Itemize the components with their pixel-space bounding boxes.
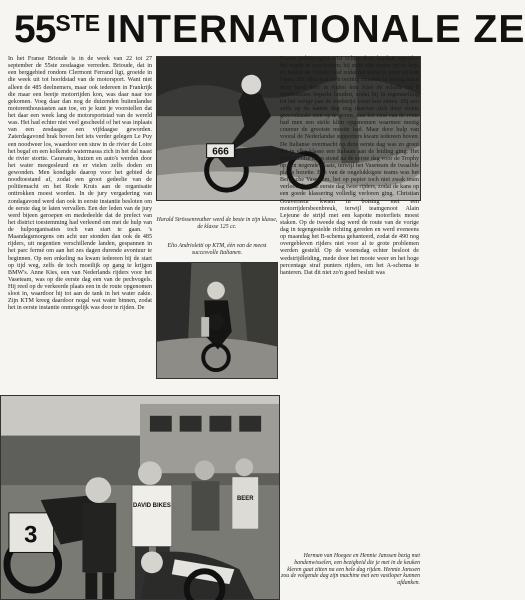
- article-column-left: [8, 56, 152, 388]
- spectator-shirt-text: BEER: [236, 495, 254, 502]
- photo-pit-scene: [0, 395, 280, 600]
- bike-number-666: 666: [212, 146, 229, 158]
- caption-photo-2: Elio Andrioletti op KTM, één van de meest succesvolle Italianen.: [167, 243, 267, 256]
- title-suffix: STE: [55, 10, 101, 36]
- caption-photo-1: Harald Strössenreuther werd de beste in zijn klasse, de klasse 125 cc.: [156, 217, 278, 230]
- title-number: 55: [14, 8, 56, 51]
- shirt-logo-text: DAVID BIKES: [132, 502, 171, 509]
- article-text-right: Franse politie-agent wist echter door kordaat optreden het ergste te voorkomen; hij zette zijn motor op de kop, en haalde de cilinder eraf zodat het water er weer uit kon lopen. Dit alles kon zo'n twintig minuten in beslag maar door hard door te rijden kon Kies de schade tot 8 strafminuten beperkt houden, zodat hij in tegenstelling tot het vorige jaar de wedstrijd voort kon zetten. Hij zou zelfs op de laatste dag nog daarvan zich door ziekte genoodzaakt zien op te geven. Aan het eind van de route had men een steile klim opgenomen waarmee menig coureur de grootste moeite had. Maar door hulp van vooral de Nederlandse supporters kwam iedereen boven. De Italianse overmacht op deze eerste dag was zo groot dat in elke klasse een Italiaan aan de leiding ging. Het Nederlandse team stond na de eerste dag voor de Trophy op een negende plaats, terwijl het Vaseteam de twaalfde plaats bezette. Eén van de ongelukkigste teams was het Belgische Vaseteam, het op papier toch niet zwak team verloor al op de eerste dag twee rijders, zodat de kans op een goede klassering volledig verloren ging. Christian Gouverneur kwam in botsing met een motorrijdersbeenbreuk, terwijl teamgenoot Alain Lejeune de strijd met een kapotte motorfiets moest staken. Op de tweede dag werd de route van de vorige dag in tegengestelde richting gereden en werd eveneens op maandag het B-schema gehanteerd, zodat de 490 nog overgebleven rijders niet voor al te grote problemen werden gesteld. Op de woensdag echter besloot de wedstrijdleiding, mede door het mooie weer en het hoge percentage straf punters rijders, om het A-schema te hanteren. Dat dit niet zo'n goed besluit was: [280, 56, 419, 276]
- title-word: INTERNATIONALE ZE: [106, 8, 525, 51]
- photo-rider-woods: [156, 262, 278, 379]
- article-column-right: [280, 56, 419, 549]
- article-text-left: In het Franse Brioude is in de week van 22 tot 27 september de 55ste zesdaagse verreden. Brioude, dat in een berggebied rondom Clermont Ferrand ligt, groeide in die week uit tot hoofdstad van de motorsport. Want niet alleen de 485 deelnemers, maar ook iedereen in Frankrijk die maar een beetje motorrijden kon, was daar naar toe gekomen. Voeg daar dan nog de duizenden buitenlandse motorenthousiasten aan toe, en je kunt je voorstellen dat het daar een week lang de motorsportstad van de wereld was. Het had echter niet veel gescheeld of het was inplaats van een zesdaagse een vijfdaagse geworden. Zaterdagavond brak boven het iets verder gelegen Le Puy een noodweer los, waardoor een stuw in de rivier de Loire het begaf en een kolkende watermassa zich in het dal naast de rivier stortte. Caravans, huizen en auto's werden door het water meegesleurd en er vielen zelfs doden en gewonden. Men kondigde daarop voor het gebied de noodtoestand af, zodat een groot gedeelte van de politiemacht en het Rode Kruis aan de organisatie onttrokken moest worden. In de jury vergadering van zondagavond werd dan ook in eerste instantie besloten om de eerste dag te laten vervallen. Een der leden van de jury werd bijeen geroepen en mededeelde dat de prefect van het district toestemming had verleend om met de hulp van de hulporganisaties toch van start te gaan. 's Maandagsmorgens om acht uur stonden dan ook de 485 rijders, uit negentien verschillende landen, gespannen in het parc fermé om aan het zes dagen durende avontuur te beginnen. Op een enkeling na kwam iedereen bij de start op tijd weg, zelfs de toch moeilijk op gang te krijgen BMW's. Anne Kies, een van Nederlands rijders voor het Vaseteam, was op die eerste dag een van de pechvogels. Hij reed op de verkeerde plaats een in de route opgenomen sloot in, waardoor hij tot aan de tank in het water zakte. Zijn KTM kreeg daardoor nogal wat water binnen, zodat het in eerste instantie onmogelijk was door te rijden. De: [8, 56, 152, 312]
- bike-number-3: 3: [24, 521, 38, 549]
- caption-photo-4: Herman van Hoegee en Hennie Janssen bezig met bandenwisselen, een bezigheid die je met in de keuken kleren gaat zitten na een hele dag rijden. Hennie Janssen zou de volgende dag zijn machine met een vastloper kunnen afdanken.: [281, 553, 420, 587]
- article-title: [14, 8, 525, 54]
